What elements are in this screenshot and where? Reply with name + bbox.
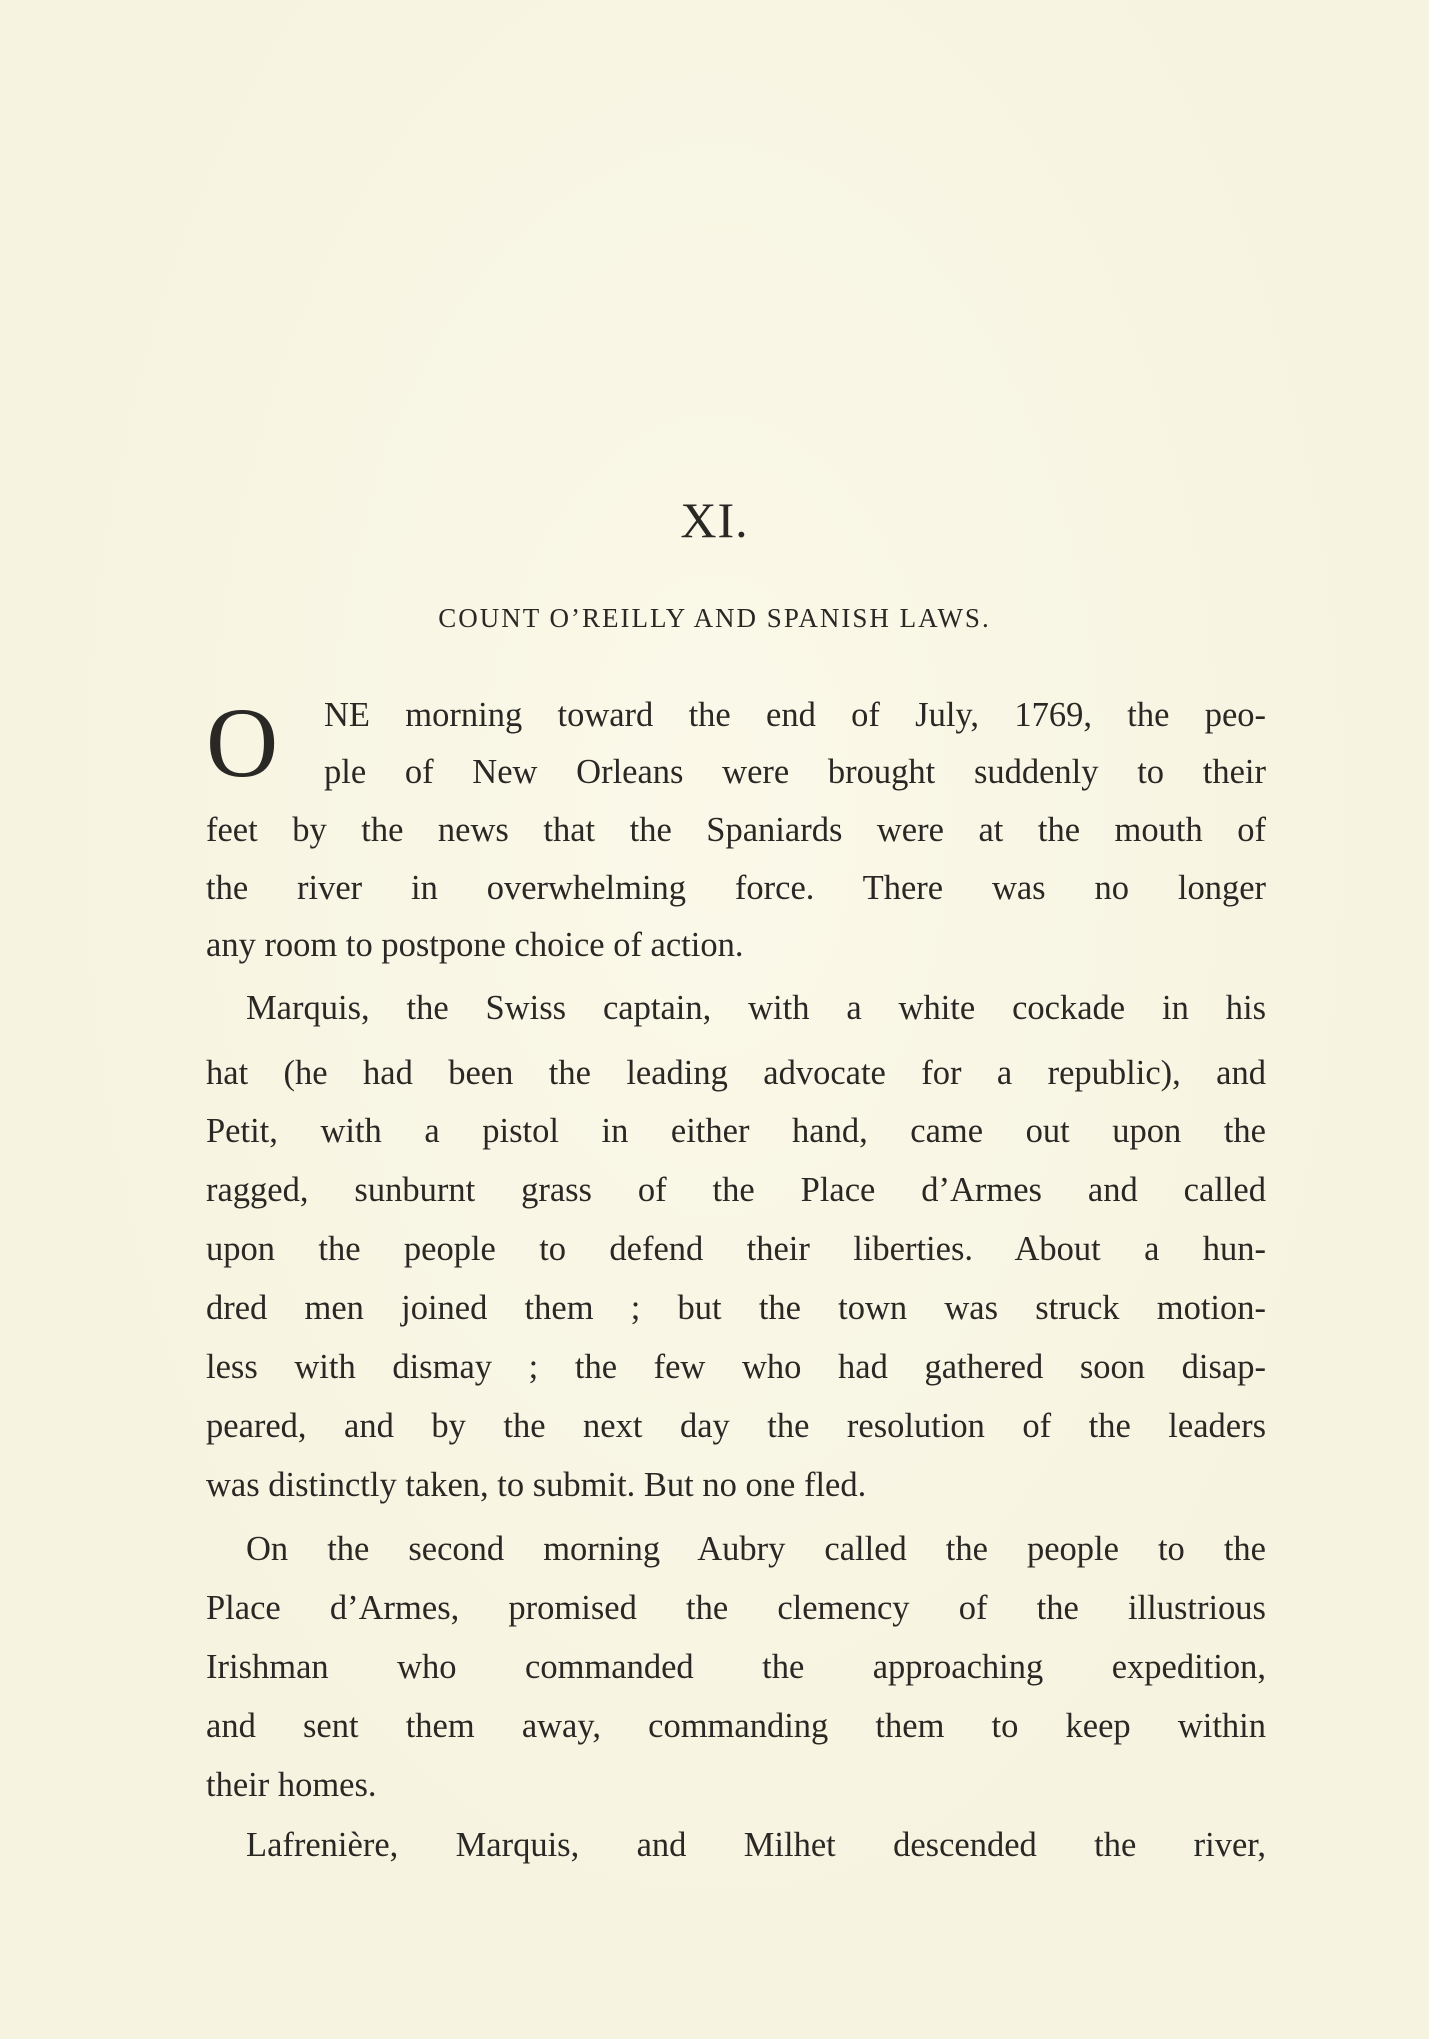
text-line: ragged, sunburnt grass of the Place d’Armes and called [206, 1171, 1266, 1209]
text-line: dred men joined them ; but the town was struck motion- [206, 1289, 1266, 1327]
text-line: any room to postpone choice of action. [206, 926, 744, 964]
text-line: their homes. [206, 1766, 377, 1804]
text-line: the river in overwhelming force. There was no longer [206, 869, 1266, 907]
text-line: hat (he had been the leading advocate for a republic), and [206, 1054, 1266, 1092]
text-line: peared, and by the next day the resolution of the leaders [206, 1407, 1266, 1445]
text-line: Lafrenière, Marquis, and Milhet descended the river, [246, 1826, 1266, 1864]
text-line: Place d’Armes, promised the clemency of the illustrious [206, 1589, 1266, 1627]
chapter-title: COUNT O’REILLY AND SPANISH LAWS. [438, 603, 991, 633]
text-line: On the second morning Aubry called the people to the [246, 1530, 1266, 1568]
text-line: upon the people to defend their liberties. About a hun- [206, 1230, 1266, 1268]
text-line: less with dismay ; the few who had gathered soon disap- [206, 1348, 1266, 1386]
chapter-number: XI. [680, 492, 749, 548]
text-line: Marquis, the Swiss captain, with a white cockade in his [246, 989, 1266, 1027]
text-line: ple of New Orleans were brought suddenly to their [324, 753, 1266, 791]
text-line: Irishman who commanded the approaching expedition, [206, 1648, 1266, 1686]
text-line: feet by the news that the Spaniards were at the mouth of [206, 811, 1266, 849]
text-line: and sent them away, commanding them to keep within [206, 1707, 1266, 1745]
text-line: NE morning toward the end of July, 1769, the peo- [324, 696, 1266, 734]
text-line: was distinctly taken, to submit. But no one fled. [206, 1466, 867, 1504]
drop-cap-initial: O [206, 687, 279, 798]
text-line: Petit, with a pistol in either hand, came out upon the [206, 1112, 1266, 1150]
